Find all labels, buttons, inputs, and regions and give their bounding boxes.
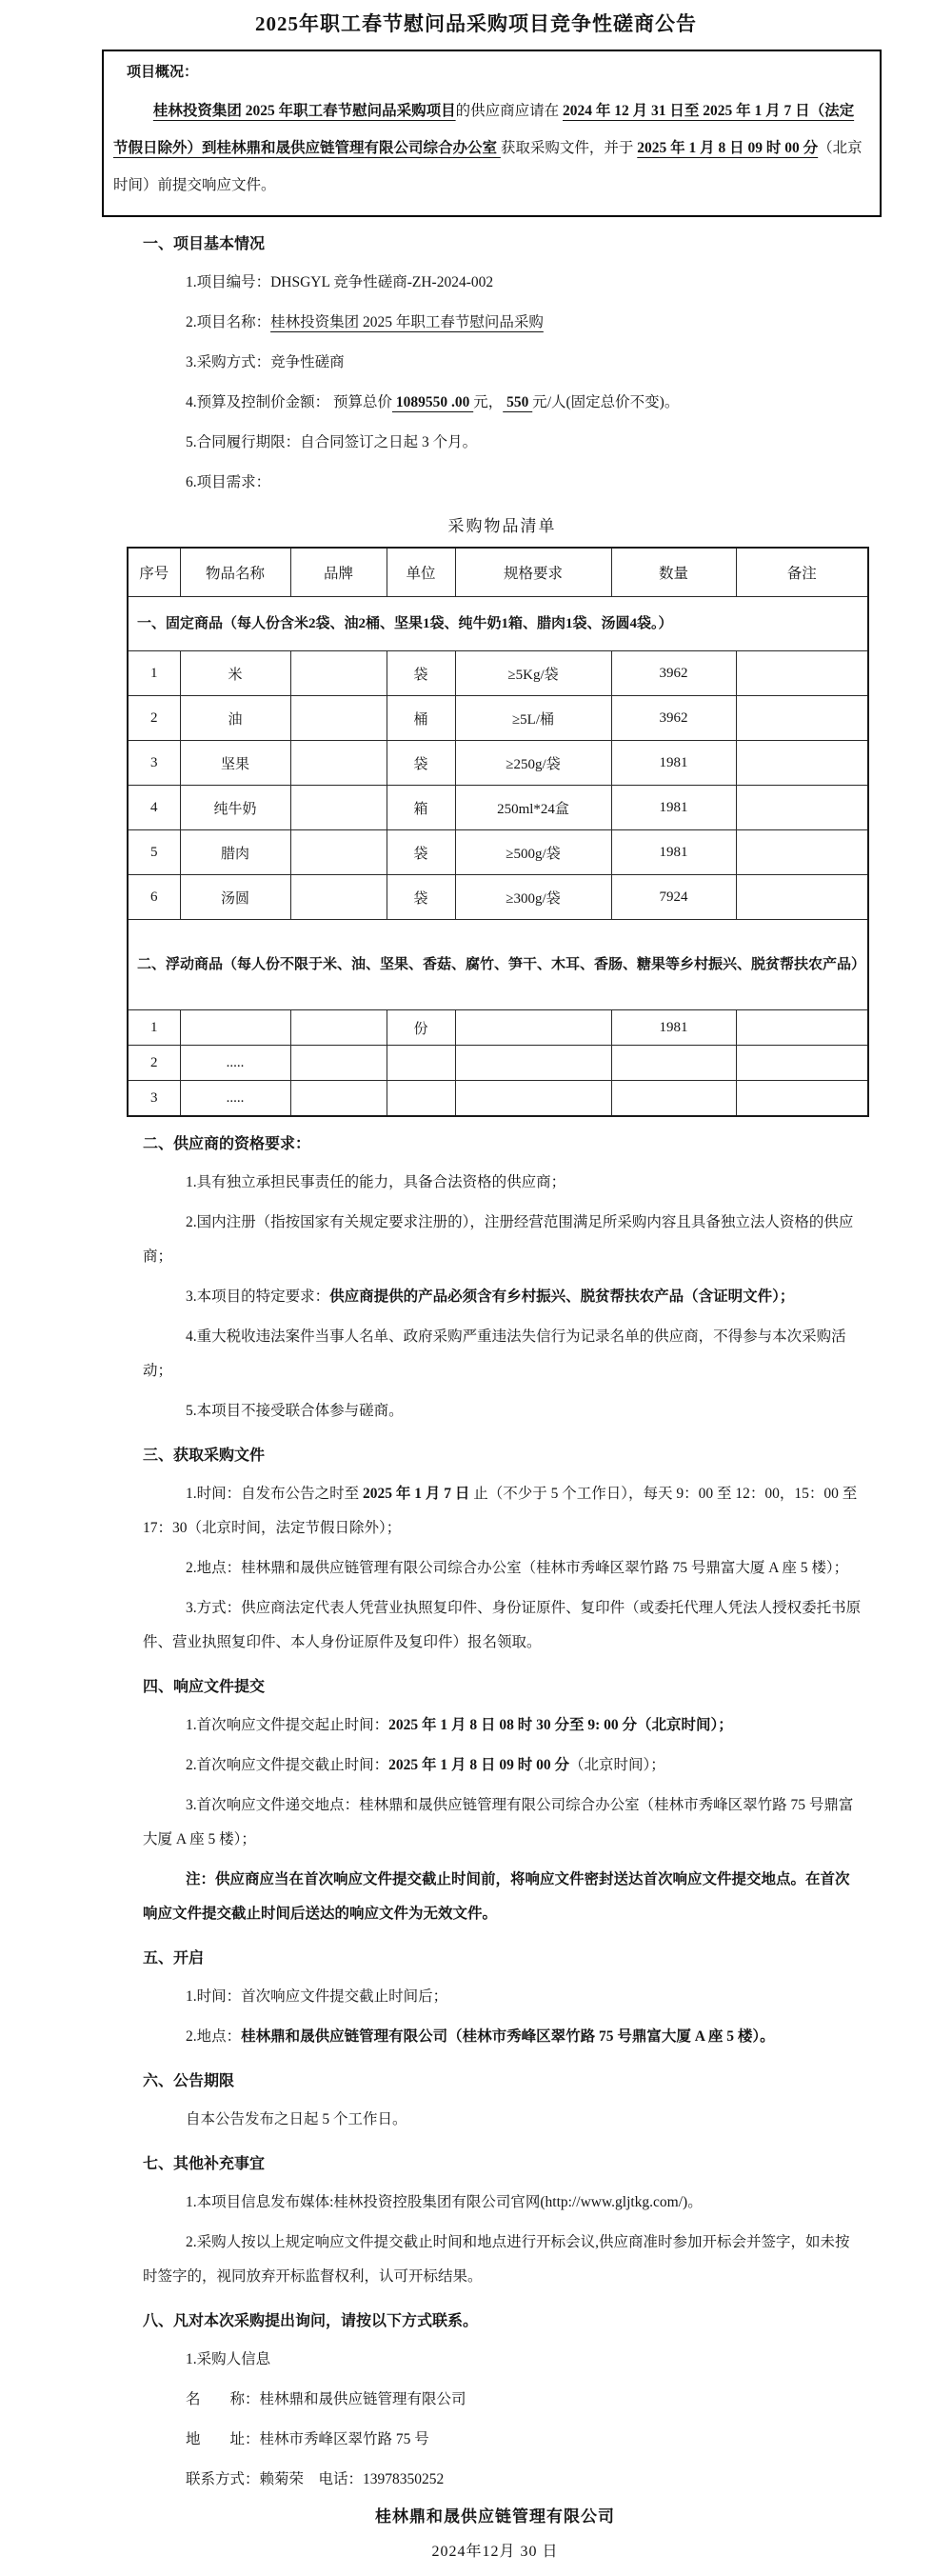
- text-run: 供应商提供的产品必须含有乡村振兴、脱贫帮扶农产品（含证明文件）；: [329, 1288, 795, 1305]
- text-run: 1.时间：首次响应文件提交截止时间后；: [185, 1988, 448, 2005]
- section-heading: 七、其他补充事宜: [143, 2156, 266, 2172]
- section-heading: 六、公告期限: [143, 2073, 235, 2089]
- table-cell: 2: [128, 696, 180, 741]
- table-cell: [387, 1046, 455, 1081]
- paragraph: [143, 1551, 862, 1586]
- text-run: 获取采购文件，并于: [500, 140, 638, 156]
- table-cell: 份: [387, 1010, 455, 1046]
- table-cell: [736, 651, 868, 696]
- text-run: 联系方式：赖菊荣 电话：13978350252: [185, 2471, 445, 2487]
- paragraph: [143, 1591, 862, 1660]
- text-run: 2.首次响应文件提交截止时间：: [185, 1757, 389, 1773]
- column-header: 数量: [611, 548, 736, 597]
- column-header: 规格要求: [455, 548, 611, 597]
- table-cell: 油: [180, 696, 290, 741]
- paragraph: [143, 1320, 862, 1388]
- text-run: 2.国内注册（指按国家有关规定要求注册的），注册经营范围满足所采购内容且具备独立法人资格的供应商；: [143, 1214, 854, 1265]
- table-cell: [455, 1081, 611, 1117]
- table-cell: 3962: [611, 696, 736, 741]
- table-cell: [736, 1081, 868, 1117]
- text-run: 2025 年 1 月 8 日 08 时 30 分至 9: 00 分（北京时间）；: [388, 1717, 733, 1733]
- table-title: 采购物品清单: [447, 517, 557, 535]
- page-title: 2025年职工春节慰问品采购项目竞争性磋商公告: [255, 12, 697, 35]
- text-run: 桂林投资集团 2025 年职工春节慰问品采购项目: [152, 103, 456, 119]
- table-cell: 3: [128, 1081, 180, 1117]
- issue-date: 2024年12月 30 日: [431, 2544, 559, 2560]
- table-cell: 6: [128, 875, 180, 920]
- overview-paragraph: [113, 92, 866, 204]
- paragraph: [143, 1394, 862, 1428]
- paragraph: [143, 1206, 862, 1274]
- table-cell: [290, 651, 387, 696]
- group-label-cell: 二、浮动商品（每人份不限于米、油、坚果、香菇、腐竹、笋干、木耳、香肠、糖果等乡村振兴、脱贫帮扶农产品）: [128, 920, 868, 1010]
- document-body: [137, 232, 866, 2497]
- section-heading: 二、供应商的资格要求：: [143, 1136, 311, 1152]
- table-row: [128, 786, 868, 830]
- text-run: 1.项目编号：DHSGYL 竞争性磋商-ZH-2024-002: [185, 274, 494, 290]
- table-cell: 1: [128, 651, 180, 696]
- table-cell: [611, 1081, 736, 1117]
- table-cell: [180, 1010, 290, 1046]
- text-run: 名 称：桂林鼎和晟供应链管理有限公司: [185, 2391, 466, 2407]
- table-cell: 4: [128, 786, 180, 830]
- text-run: 2024 年 12 月 31 日至 2025 年 1 月 7 日（法定节假日除外）到桂林鼎和晟供应链管理有限公司综合办公室: [113, 103, 855, 156]
- table-cell: [387, 1081, 455, 1117]
- table-row: [128, 741, 868, 786]
- text-run: 2.采购人按以上规定响应文件提交截止时间和地点进行开标会议,供应商准时参加开标会并签字，如未按时签字的，视同放弃开标监督权利，认可开标结果。: [143, 2234, 850, 2285]
- table-cell: ≥5L/桶: [455, 696, 611, 741]
- text-run: （北京时间）前提交响应文件。: [113, 140, 863, 193]
- text-run: 1.本项目信息发布媒体:桂林投资控股集团有限公司官网(http://www.gljtkg.com/)。: [185, 2194, 703, 2210]
- paragraph: [143, 1166, 862, 1200]
- text-run: 1.采购人信息: [185, 2351, 271, 2367]
- table-cell: 3: [128, 741, 180, 786]
- table-cell: 袋: [387, 830, 455, 875]
- table-header: [128, 548, 868, 597]
- table-row: [128, 696, 868, 741]
- section-heading: 一、项目基本情况: [143, 236, 266, 252]
- table-cell: [290, 830, 387, 875]
- paragraph: [143, 2186, 862, 2220]
- table-cell: [736, 875, 868, 920]
- table-group-label-row: [128, 597, 868, 651]
- text-run: 2.项目名称：: [185, 314, 271, 330]
- table-cell: [290, 696, 387, 741]
- text-run: 2.地点：: [185, 2028, 242, 2045]
- table-row: [128, 1010, 868, 1046]
- paragraph: [143, 2020, 862, 2054]
- table-group-label-row: [128, 920, 868, 1010]
- text-run: 2025 年 1 月 7 日: [362, 1486, 470, 1502]
- section-basic-info: [143, 232, 862, 500]
- procurement-items-table: [127, 547, 869, 1117]
- text-run: 5.合同履行期限：自合同签订之日起 3 个月。: [185, 434, 478, 450]
- table-cell: 1: [128, 1010, 180, 1046]
- text-run: 3.首次响应文件递交地点：桂林鼎和晟供应链管理有限公司综合办公室（桂林市秀峰区翠竹路 75 号鼎富大厦 A 座 5 楼）；: [143, 1797, 854, 1847]
- table-cell: 腊肉: [180, 830, 290, 875]
- paragraph: [143, 266, 862, 300]
- paragraph: [143, 466, 862, 500]
- table-cell: [736, 786, 868, 830]
- column-header: 序号: [128, 548, 180, 597]
- paragraph: [143, 1980, 862, 2014]
- issuer-company: 桂林鼎和晟供应链管理有限公司: [375, 2507, 615, 2526]
- table-cell: 1981: [611, 1010, 736, 1046]
- text-run: 3.方式：供应商法定代表人凭营业执照复印件、身份证原件、复印件（或委托代理人凭法人授权委托书原件、营业执照复印件、本人身份证原件及复印件）报名领取。: [143, 1600, 862, 1650]
- paragraph: [143, 1863, 862, 1931]
- column-header: 备注: [736, 548, 868, 597]
- group-label-cell: 一、固定商品（每人份含米2袋、油2桶、坚果1袋、纯牛奶1箱、腊肉1袋、汤圆4袋。）: [128, 597, 868, 651]
- text-run: 1.具有独立承担民事责任的能力，具备合法资格的供应商；: [185, 1174, 566, 1190]
- table-cell: [290, 741, 387, 786]
- paragraph: [143, 2463, 862, 2497]
- table-cell: 2: [128, 1046, 180, 1081]
- table-cell: [736, 830, 868, 875]
- column-header: 物品名称: [180, 548, 290, 597]
- text-run: 地 址：桂林市秀峰区翠竹路 75 号: [185, 2431, 429, 2447]
- table-cell: [290, 786, 387, 830]
- table-row: [128, 1046, 868, 1081]
- text-run: 1089550 .00: [391, 394, 474, 410]
- text-run: （北京时间）；: [568, 1757, 665, 1773]
- sections-container: [143, 1132, 862, 2497]
- signature-block: [0, 2503, 952, 2561]
- table-row: [128, 651, 868, 696]
- text-run: 3.本项目的特定要求：: [185, 1288, 330, 1305]
- section-heading: 八、凡对本次采购提出询问，请按以下方式联系。: [143, 2313, 479, 2329]
- table-row: [128, 875, 868, 920]
- paragraph: [143, 1477, 862, 1546]
- table-cell: [736, 1010, 868, 1046]
- text-run: 桂林鼎和晟供应链管理有限公司（桂林市秀峰区翠竹路 75 号鼎富大厦 A 座 5 楼）。: [241, 2028, 775, 2045]
- table-cell: [290, 875, 387, 920]
- paragraph: [143, 386, 862, 420]
- table-cell: [455, 1046, 611, 1081]
- table-cell: .....: [180, 1046, 290, 1081]
- table-cell: 5: [128, 830, 180, 875]
- table-cell: 1981: [611, 741, 736, 786]
- table-cell: 米: [180, 651, 290, 696]
- text-run: 5.本项目不接受联合体参与磋商。: [185, 1403, 404, 1419]
- table-cell: .....: [180, 1081, 290, 1117]
- table-cell: 坚果: [180, 741, 290, 786]
- paragraph: [143, 2343, 862, 2377]
- table-cell: ≥5Kg/袋: [455, 651, 611, 696]
- paragraph: [143, 2383, 862, 2417]
- text-run: 550: [503, 394, 533, 410]
- table-row: [128, 830, 868, 875]
- text-run: 自本公告发布之日起 5 个工作日。: [185, 2111, 407, 2127]
- table-cell: 箱: [387, 786, 455, 830]
- section-heading: 五、开启: [143, 1950, 205, 1967]
- table-cell: [611, 1046, 736, 1081]
- table-cell: 1981: [611, 830, 736, 875]
- paragraph: [143, 1788, 862, 1857]
- text-run: 1.时间：自发布公告之时至: [185, 1486, 363, 1502]
- table-cell: [736, 696, 868, 741]
- table-cell: ≥250g/袋: [455, 741, 611, 786]
- column-header: 品牌: [290, 548, 387, 597]
- text-run: 4.预算及控制价金额： 预算总价: [185, 394, 392, 410]
- table-cell: 袋: [387, 741, 455, 786]
- table-body: [128, 597, 868, 1117]
- table-cell: 汤圆: [180, 875, 290, 920]
- text-run: 止（不少于 5 个工作日），每天 9：00 至 12：00，15：00 至 17：30（北京时间，法定节假日除外）；: [143, 1486, 858, 1536]
- table-cell: 纯牛奶: [180, 786, 290, 830]
- table-cell: [736, 741, 868, 786]
- text-run: 3.采购方式：竞争性磋商: [185, 354, 345, 370]
- table-cell: [290, 1010, 387, 1046]
- project-overview-box: [102, 50, 882, 217]
- paragraph: [143, 346, 862, 380]
- text-run: 2.地点：桂林鼎和晟供应链管理有限公司综合办公室（桂林市秀峰区翠竹路 75 号鼎富大厦 A 座 5 楼）；: [185, 1560, 849, 1576]
- table-cell: ≥500g/袋: [455, 830, 611, 875]
- table-cell: [290, 1046, 387, 1081]
- paragraph: [143, 1280, 862, 1314]
- paragraph: [143, 2423, 862, 2457]
- table-cell: 袋: [387, 651, 455, 696]
- table-cell: [455, 1010, 611, 1046]
- text-run: 的供应商应请在: [455, 103, 563, 119]
- section-heading: 四、响应文件提交: [143, 1679, 266, 1695]
- paragraph: [143, 1748, 862, 1783]
- text-run: 2025 年 1 月 8 日 09 时 00 分: [637, 140, 819, 156]
- paragraph: [143, 2103, 862, 2137]
- text-run: 6.项目需求：: [185, 474, 271, 490]
- table-cell: [736, 1046, 868, 1081]
- text-run: 桂林投资集团 2025 年职工春节慰问品采购: [270, 314, 544, 330]
- table-cell: 桶: [387, 696, 455, 741]
- table-cell: 3962: [611, 651, 736, 696]
- table-cell: 袋: [387, 875, 455, 920]
- table-header-row: [128, 548, 868, 597]
- text-run: 注：供应商应当在首次响应文件提交截止时间前，将响应文件密封送达首次响应文件提交地点。在首次响应文件提交截止时间后送达的响应文件为无效文件。: [143, 1871, 850, 1922]
- paragraph: [143, 2226, 862, 2294]
- text-run: 元，: [473, 394, 504, 410]
- overview-label: 项目概况：: [127, 65, 199, 80]
- column-header: 单位: [387, 548, 455, 597]
- table-cell: 1981: [611, 786, 736, 830]
- text-run: 2025 年 1 月 8 日 09 时 00 分: [388, 1757, 569, 1773]
- text-run: 元/人(固定总价不变)。: [532, 394, 680, 410]
- section-heading: 三、获取采购文件: [143, 1448, 266, 1464]
- table-cell: ≥300g/袋: [455, 875, 611, 920]
- table-cell: [290, 1081, 387, 1117]
- text-run: 1.首次响应文件提交起止时间：: [185, 1717, 389, 1733]
- paragraph: [143, 306, 862, 340]
- text-run: 4.重大税收违法案件当事人名单、政府采购严重违法失信行为记录名单的供应商，不得参与本次采购活动；: [143, 1328, 846, 1379]
- table-row: [128, 1081, 868, 1117]
- table-cell: 250ml*24盒: [455, 786, 611, 830]
- paragraph: [143, 1708, 862, 1743]
- table-cell: 7924: [611, 875, 736, 920]
- paragraph: [143, 426, 862, 460]
